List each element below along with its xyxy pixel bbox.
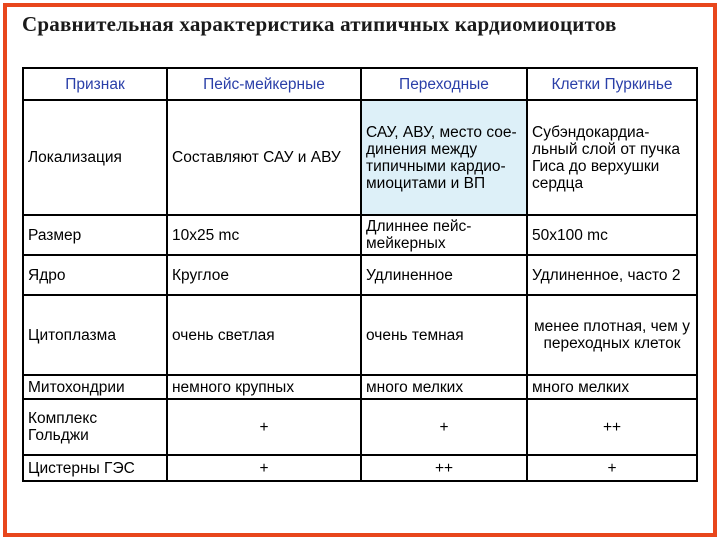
table-cell: менее плотная, чем у переходных клеток [527, 295, 697, 375]
row-label: Цистерны ГЭС [23, 455, 167, 481]
row-label: Локализация [23, 100, 167, 215]
table-cell: + [361, 399, 527, 455]
row-label: Митохондрии [23, 375, 167, 399]
table-row [23, 295, 697, 375]
table-cell: Составляют САУ и АВУ [167, 100, 361, 215]
table-cell: 10х25 mc [167, 215, 361, 255]
table-row [23, 399, 697, 455]
table-cell: Удлиненное [361, 255, 527, 295]
table-cell: + [167, 399, 361, 455]
table-row [23, 255, 697, 295]
header-purkinje: Клетки Пуркинье [527, 68, 697, 100]
row-label: Комплекс Гольджи [23, 399, 167, 455]
table-cell: + [167, 455, 361, 481]
table-cell: много мелких [361, 375, 527, 399]
table-cell: + [527, 455, 697, 481]
table-cell: много мелких [527, 375, 697, 399]
table-cell: ++ [527, 399, 697, 455]
table-row [23, 100, 697, 215]
table-row [23, 375, 697, 399]
header-pacemaker: Пейс-мейкерные [167, 68, 361, 100]
table-cell: Удлиненное, часто 2 [527, 255, 697, 295]
slide-title: Сравнительная характеристика атипичных кардиомиоцитов [22, 12, 617, 36]
row-label: Размер [23, 215, 167, 255]
table-row [23, 215, 697, 255]
header-feature: Признак [23, 68, 167, 100]
table-cell: Субэндокардиа-льный слой от пучка Гиса до верхушки сердца [527, 100, 697, 215]
table-cell: Длиннее пейс-мейкерных [361, 215, 527, 255]
header-transitional: Переходные [361, 68, 527, 100]
table-cell: ++ [361, 455, 527, 481]
table-header-row [23, 68, 697, 100]
table-row [23, 455, 697, 481]
table-cell: очень темная [361, 295, 527, 375]
comparison-table [22, 67, 698, 482]
table-cell: Круглое [167, 255, 361, 295]
table-cell: очень светлая [167, 295, 361, 375]
row-label: Цитоплазма [23, 295, 167, 375]
table-cell: немного крупных [167, 375, 361, 399]
row-label: Ядро [23, 255, 167, 295]
table-cell: САУ, АВУ, место сое-динения между типичными кардио-миоцитами и ВП [361, 100, 527, 215]
table-cell: 50х100 mc [527, 215, 697, 255]
